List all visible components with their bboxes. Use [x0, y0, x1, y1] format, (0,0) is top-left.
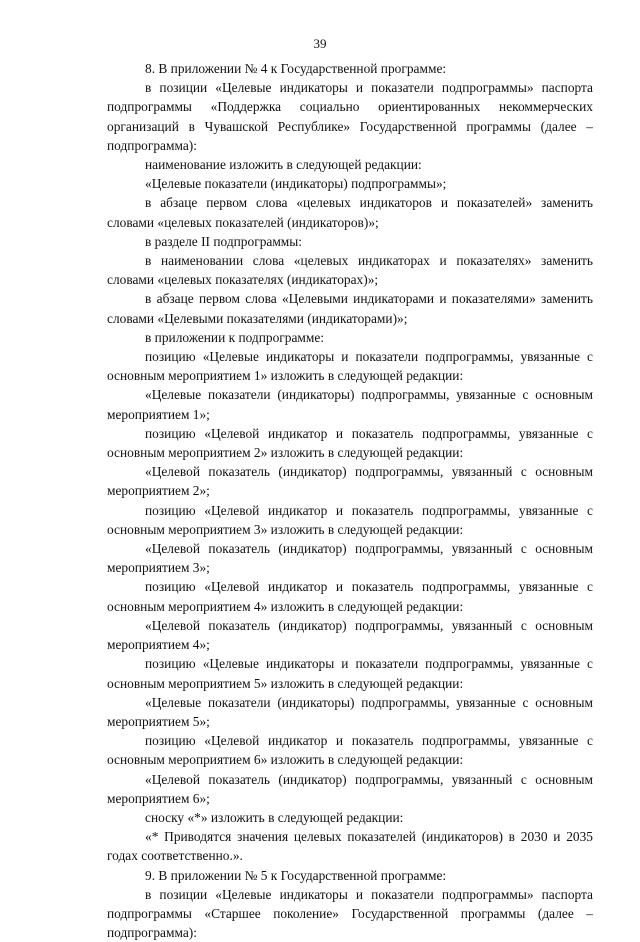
paragraph: наименование изложить в следующей редакции:: [145, 157, 422, 173]
paragraph: «* Приводятся значения целевых показателей (индикаторов) в 2030 и 2035 годах соответственно.».: [107, 829, 593, 864]
document-body: [107, 59, 593, 942]
paragraph: «Целевые показатели (индикаторы) подпрограммы»;: [145, 176, 447, 192]
page-number: 39: [313, 36, 327, 51]
paragraph: «Целевой показатель (индикатор) подпрограммы, увязанный с основным мероприятием 6»;: [107, 771, 593, 806]
paragraph: в абзаце первом слова «Целевыми индикаторами и показателями» заменить словами «Целевыми показателями (индикаторами)»;: [107, 291, 593, 326]
paragraph: в приложении к подпрограмме:: [145, 329, 325, 345]
paragraph: позицию «Целевые индикаторы и показатели подпрограммы, увязанные с основным мероприятием 5» изложить в следующей редакции:: [107, 656, 593, 691]
paragraph: позицию «Целевой индикатор и показатель подпрограммы, увязанные с основным мероприятием 3» изложить в следующей редакции:: [107, 502, 593, 537]
paragraph: 8. В приложении № 4 к Государственной программе:: [145, 61, 447, 76]
paragraph: «Целевой показатель (индикатор) подпрограммы, увязанный с основным мероприятием 3»;: [107, 541, 593, 576]
paragraph: позицию «Целевой индикатор и показатель подпрограммы, увязанные с основным мероприятием 4» изложить в следующей редакции:: [107, 579, 593, 614]
paragraph: «Целевые показатели (индикаторы) подпрограммы, увязанные с основным мероприятием 1»;: [107, 387, 593, 422]
paragraph: позицию «Целевые индикаторы и показатели подпрограммы, увязанные с основным мероприятием 1» изложить в следующей редакции:: [107, 349, 593, 384]
paragraph: в позиции «Целевые индикаторы и показатели подпрограммы» паспорта подпрограммы «Поддержка социально ориентированных некоммерческих организаций в Чувашской Республике» Государственной программы (далее – подпрограмма):: [107, 80, 593, 153]
paragraph: 9. В приложении № 5 к Государственной программе:: [145, 867, 447, 883]
paragraph: в позиции «Целевые индикаторы и показатели подпрограммы» паспорта подпрограммы «Старшее поколение» Государственной программы (далее – подпрограмма):: [107, 886, 593, 941]
paragraph: сноску «*» изложить в следующей редакции:: [145, 809, 404, 825]
paragraph: в разделе II подпрограммы:: [145, 233, 302, 249]
paragraph: «Целевой показатель (индикатор) подпрограммы, увязанный с основным мероприятием 2»;: [107, 464, 593, 499]
paragraph: позицию «Целевой индикатор и показатель подпрограммы, увязанные с основным мероприятием 2» изложить в следующей редакции:: [107, 425, 593, 461]
paragraph: позицию «Целевой индикатор и показатель подпрограммы, увязанные с основным мероприятием 6» изложить в следующей редакции:: [107, 733, 593, 768]
paragraph: «Целевые показатели (индикаторы) подпрограммы, увязанные с основным мероприятием 5»;: [107, 694, 593, 729]
paragraph: «Целевой показатель (индикатор) подпрограммы, увязанный с основным мероприятием 4»;: [107, 617, 593, 653]
paragraph: в абзаце первом слова «целевых индикаторов и показателей» заменить словами «целевых показателей (индикаторов)»;: [107, 195, 593, 230]
paragraph: в наименовании слова «целевых индикаторах и показателях» заменить словами «целевых показателях (индикаторах)»;: [107, 253, 593, 288]
